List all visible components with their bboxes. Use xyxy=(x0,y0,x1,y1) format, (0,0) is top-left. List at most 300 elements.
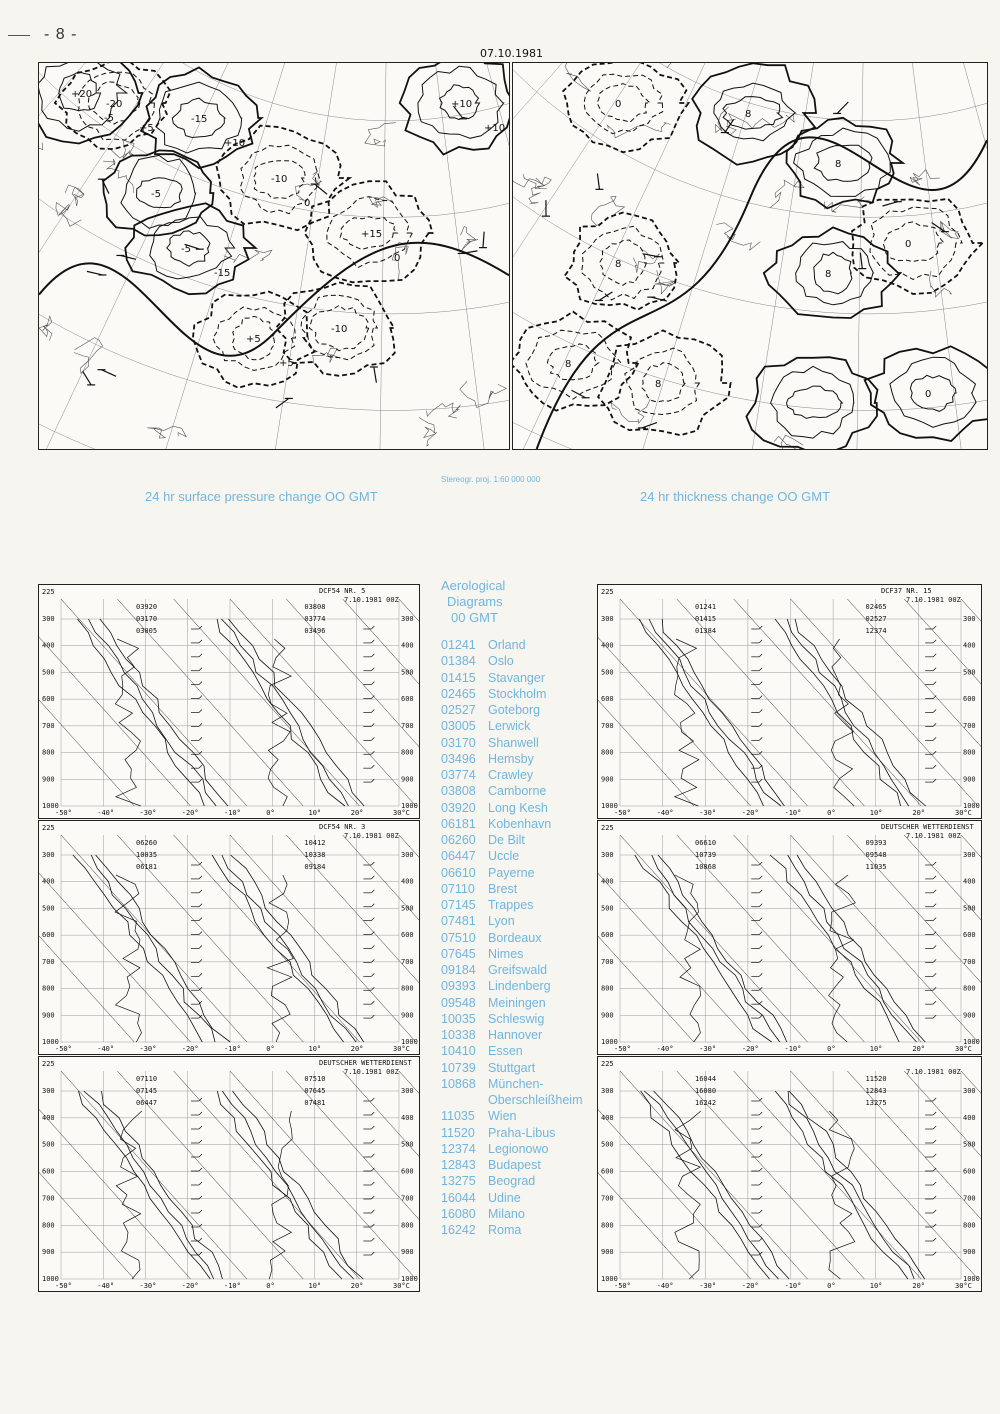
pressure-label-right: 500 xyxy=(963,904,976,913)
wind-barb-flag xyxy=(933,765,936,768)
station-name: Brest xyxy=(488,881,518,896)
temperature-label: 10° xyxy=(869,1045,883,1053)
station-id-b: 09393 xyxy=(865,839,887,847)
station-name: Roma xyxy=(488,1223,522,1237)
isolines xyxy=(39,63,509,388)
station-code: 11035 xyxy=(441,1109,475,1124)
station-id-a: 16080 xyxy=(695,1087,717,1095)
adiabats xyxy=(598,1071,981,1279)
temperature-label: -40° xyxy=(656,1045,674,1053)
diagram-grid xyxy=(61,835,399,1042)
isoline xyxy=(581,226,663,300)
pressure-label: 400 xyxy=(42,1113,55,1122)
pressure-label: 1000 xyxy=(42,1275,59,1283)
station-id-b: 10338 xyxy=(304,851,326,859)
station-name: München- xyxy=(488,1076,544,1091)
station-code: 03774 xyxy=(441,768,476,782)
coastline xyxy=(313,348,341,364)
station-name: Oberschleißheim xyxy=(488,1093,583,1107)
wind-arrow xyxy=(276,398,289,407)
pressure-label-right: 300 xyxy=(401,615,414,623)
pressure-label-right: 800 xyxy=(963,1221,976,1230)
station-name: Stuttgart xyxy=(488,1060,536,1075)
sounding-curves xyxy=(641,1091,925,1279)
wind-barb-flag xyxy=(371,1154,374,1157)
pressure-label-right: 900 xyxy=(401,775,414,784)
isoline xyxy=(642,363,685,402)
station-row xyxy=(441,865,582,881)
wind-barb-flag xyxy=(933,1126,936,1129)
station-id-b: 12374 xyxy=(865,627,887,635)
temperature-profile xyxy=(77,619,204,806)
pressure-label-right: 400 xyxy=(963,641,976,650)
temperature-label: 0° xyxy=(266,1045,275,1053)
temperature-label: -40° xyxy=(656,809,674,817)
wind-arrow xyxy=(725,119,734,132)
station-row xyxy=(441,1206,582,1222)
wind-barb-flag xyxy=(759,1210,762,1213)
station-code: 06447 xyxy=(441,849,476,864)
wind-barb-flag xyxy=(759,668,762,671)
station-row xyxy=(441,783,582,799)
diagram-date: 7.10.1981 00Z xyxy=(906,596,961,604)
aerological-title-line-3: 00 GMT xyxy=(451,610,498,625)
corner-mark xyxy=(8,35,30,36)
station-code: 01415 xyxy=(441,670,476,685)
station-row xyxy=(441,1125,582,1141)
pressure-label: 800 xyxy=(601,1221,614,1230)
station-code: 02527 xyxy=(441,703,476,717)
wind-barb-flag xyxy=(371,710,374,713)
isoline-label: -20 xyxy=(106,99,123,110)
station-id-a: 16242 xyxy=(695,1099,717,1107)
coastline xyxy=(591,196,624,225)
pressure-label-right: 500 xyxy=(963,1140,976,1149)
wind-arrow xyxy=(483,232,484,248)
temperature-profile xyxy=(73,855,202,1042)
isoline xyxy=(890,357,976,427)
isoline-label: 0 xyxy=(905,239,912,250)
pressure-label-right: 1000 xyxy=(963,802,980,810)
wind-barb-flag xyxy=(371,890,374,893)
station-code: 16080 xyxy=(441,1206,476,1221)
station-id-b: 02465 xyxy=(865,603,887,611)
station-name: Uccle xyxy=(488,849,520,864)
pressure-label: 700 xyxy=(42,957,55,966)
isoline xyxy=(870,207,962,279)
pressure-label: 900 xyxy=(42,1011,55,1020)
station-row xyxy=(441,946,582,962)
station-name: Schleswig xyxy=(488,1011,545,1026)
pressure-label: 500 xyxy=(601,1140,614,1149)
meridian-line xyxy=(513,63,869,449)
aerological-diagram-6 xyxy=(597,1056,982,1292)
dry-adiabat xyxy=(598,1071,751,1279)
station-code: 07145 xyxy=(441,898,476,912)
station-row xyxy=(441,1173,582,1189)
pressure-label-right: 800 xyxy=(401,1221,414,1230)
temperature-label: -50° xyxy=(55,1045,72,1053)
adiabats xyxy=(39,599,419,806)
wind-barb-flag xyxy=(933,1238,936,1241)
surface-pressure-caption: 24 hr surface pressure change OO GMT xyxy=(145,489,378,504)
pressure-label: 600 xyxy=(601,1167,614,1176)
pressure-label-right: 900 xyxy=(401,1248,414,1257)
wind-barb-flag xyxy=(759,710,762,713)
station-row xyxy=(441,1060,582,1076)
wind-barbs xyxy=(751,862,936,1018)
temperature-profile xyxy=(654,1091,790,1279)
wind-barb-flag xyxy=(759,890,762,893)
station-row xyxy=(441,1141,582,1157)
pressure-label: 600 xyxy=(42,931,55,940)
temperature-label: 30°C xyxy=(955,1045,972,1053)
temperature-label: 30°C xyxy=(393,1282,410,1290)
station-name: Camborne xyxy=(488,784,547,799)
dewpoint-profile xyxy=(115,875,141,1042)
pressure-label-right: 300 xyxy=(963,851,976,859)
station-id-b: 11520 xyxy=(865,1075,887,1083)
coastline xyxy=(365,123,396,146)
wind-barb-flag xyxy=(199,654,202,657)
coastline xyxy=(607,123,670,138)
coastline xyxy=(461,227,479,252)
temperature-label: 30°C xyxy=(393,1045,410,1053)
station-id-a: 07110 xyxy=(136,1075,158,1083)
wind-barb-flag xyxy=(933,1154,936,1157)
station-id-a: 01415 xyxy=(695,615,717,623)
station-row xyxy=(441,848,582,864)
pressure-label-right: 600 xyxy=(963,1167,976,1176)
station-row xyxy=(441,767,582,783)
station-id-b: 09184 xyxy=(304,863,326,871)
temperature-label: -20° xyxy=(741,1045,759,1053)
wind-barb-flag xyxy=(759,1168,762,1171)
wind-arrow xyxy=(882,202,897,206)
pressure-label: 900 xyxy=(601,1011,614,1020)
dewpoint-profile xyxy=(267,875,293,1042)
wind-barb-flag xyxy=(199,710,202,713)
station-row xyxy=(441,832,582,848)
temperature-profile xyxy=(635,855,772,1042)
pressure-label: 400 xyxy=(601,641,614,650)
pressure-label-right: 400 xyxy=(401,877,414,886)
diagram-grid xyxy=(61,599,399,806)
station-id-a: 03170 xyxy=(136,615,158,623)
station-id-a: 16044 xyxy=(695,1075,717,1083)
dewpoint-profile xyxy=(269,1111,292,1279)
wind-barb-flag xyxy=(371,696,374,699)
station-id-a: 06610 xyxy=(695,839,717,847)
pressure-label: 400 xyxy=(42,641,55,650)
temperature-profile xyxy=(217,1091,342,1279)
wind-barb-flag xyxy=(371,973,374,976)
pressure-label-right: 300 xyxy=(963,615,976,623)
isoline xyxy=(814,252,852,293)
pressure-label: 900 xyxy=(601,1248,614,1257)
station-row xyxy=(441,751,582,767)
station-name: Beograd xyxy=(488,1174,536,1189)
dry-adiabat xyxy=(598,599,751,806)
wind-barb-flag xyxy=(759,654,762,657)
isoline xyxy=(787,118,903,209)
pressure-label-right: 300 xyxy=(401,1087,414,1095)
wind-barb-flag xyxy=(371,1126,374,1129)
station-row xyxy=(441,1108,582,1124)
station-row xyxy=(441,995,582,1011)
pressure-label-right: 500 xyxy=(401,904,414,913)
wind-arrow xyxy=(374,367,377,383)
diagram-header: DCF54 NR. 3 xyxy=(319,823,366,831)
diagram-date: 7.10.1981 00Z xyxy=(906,1068,961,1076)
temperature-profile xyxy=(233,1091,364,1279)
isoline xyxy=(565,213,680,310)
pressure-label-right: 800 xyxy=(401,748,414,757)
temperature-label: -50° xyxy=(55,809,72,817)
pressure-label: 900 xyxy=(42,775,55,784)
station-code: 06260 xyxy=(441,833,476,847)
station-code: 07510 xyxy=(441,930,476,945)
wind-arrow xyxy=(599,292,613,301)
page-number: - 8 - xyxy=(44,26,78,43)
isoline-label: -5 xyxy=(104,113,114,124)
station-name: Kobenhavn xyxy=(488,816,552,831)
pressure-label-right: 400 xyxy=(963,1113,976,1122)
station-code: 01384 xyxy=(441,654,476,669)
diagram-date: 7.10.1981 00Z xyxy=(344,1068,399,1076)
wind-arrow xyxy=(860,253,862,269)
station-name: Stavanger xyxy=(488,670,545,685)
temperature-label: -30° xyxy=(699,1045,717,1053)
pressure-label-right: 900 xyxy=(963,1011,976,1020)
pressure-label: 600 xyxy=(601,695,614,704)
station-row xyxy=(441,1011,582,1027)
wind-barb-flag xyxy=(933,876,936,879)
isoline xyxy=(910,375,956,411)
station-id-a: 06260 xyxy=(136,839,158,847)
station-code: 12843 xyxy=(441,1158,476,1172)
diagram-date: 7.10.1981 00Z xyxy=(344,596,399,604)
wind-barb-flag xyxy=(371,1210,374,1213)
isoline-label: +5 xyxy=(246,334,261,345)
temperature-label: 20° xyxy=(350,1282,364,1290)
pressure-label-right: 400 xyxy=(401,641,414,650)
isoline-label: 8 xyxy=(565,359,572,370)
station-code: 11520 xyxy=(441,1125,475,1140)
station-code: 12374 xyxy=(441,1141,476,1156)
temperature-label: -30° xyxy=(699,1282,717,1290)
station-id-a: 07145 xyxy=(136,1087,158,1095)
wind-barb-flag xyxy=(759,640,762,643)
pressure-label-right: 800 xyxy=(963,748,976,757)
wind-arrow xyxy=(101,370,116,377)
pressure-label: 800 xyxy=(601,984,614,993)
temperature-profile xyxy=(788,855,917,1042)
coastline xyxy=(56,203,81,227)
wind-barb-flag xyxy=(933,1210,936,1213)
wind-barb-flag xyxy=(933,946,936,949)
pressure-label: 700 xyxy=(42,1194,55,1203)
map-graticule xyxy=(513,63,987,449)
station-code: 16044 xyxy=(441,1190,476,1205)
station-row xyxy=(441,962,582,978)
wind-barb-flag xyxy=(371,1112,374,1115)
station-code: 10410 xyxy=(441,1044,476,1059)
surface-pressure-change-map xyxy=(38,62,510,450)
pressure-label-right: 600 xyxy=(963,695,976,704)
temperature-label: -50° xyxy=(614,1045,631,1053)
coastline xyxy=(825,197,870,213)
station-id-b: 12843 xyxy=(865,1087,887,1095)
diagram-header: DCF54 NR. 5 xyxy=(319,587,366,595)
dewpoint-profile xyxy=(675,639,699,806)
temperature-profile xyxy=(658,855,787,1042)
wind-arrow xyxy=(83,371,92,385)
pressure-label: 600 xyxy=(42,1167,55,1176)
temperature-label: -40° xyxy=(97,809,115,817)
station-code: 07110 xyxy=(441,881,475,896)
station-name: Meiningen xyxy=(488,995,546,1010)
station-id-b: 03496 xyxy=(304,627,326,635)
wind-barb-flag xyxy=(371,668,374,671)
aerological-diagram-3 xyxy=(38,820,420,1055)
station-id-a: 10739 xyxy=(695,851,717,859)
isoline xyxy=(598,330,731,435)
thickness-caption: 24 hr thickness change OO GMT xyxy=(640,489,831,504)
temperature-label: 30°C xyxy=(955,1282,972,1290)
station-code: 07481 xyxy=(441,914,476,929)
aerological-title xyxy=(441,578,505,626)
station-code: 03005 xyxy=(441,719,476,734)
pressure-label-right: 800 xyxy=(963,984,976,993)
temperature-label: 20° xyxy=(912,1282,926,1290)
temperature-label: -20° xyxy=(181,1282,199,1290)
temperature-label: -20° xyxy=(181,809,199,817)
temperature-profile xyxy=(795,619,926,806)
pressure-label-right: 500 xyxy=(401,668,414,677)
wind-barb-flag xyxy=(199,765,202,768)
isoline-label: -15 xyxy=(214,268,231,279)
station-name: Lyon xyxy=(488,914,515,929)
temperature-profile xyxy=(775,1091,908,1279)
temperature-profile xyxy=(102,1091,223,1279)
wind-arrows xyxy=(542,102,949,428)
wind-barb-flag xyxy=(199,932,202,935)
wind-barb-flag xyxy=(371,1001,374,1004)
pressure-label: 700 xyxy=(601,1194,614,1203)
wind-barb-flag xyxy=(371,765,374,768)
station-id-b: 07510 xyxy=(304,1075,326,1083)
station-code: 07645 xyxy=(441,946,476,961)
temperature-label: -50° xyxy=(614,1282,631,1290)
isoline xyxy=(692,63,816,165)
temperature-profile xyxy=(79,1091,211,1279)
temperature-profile xyxy=(652,855,780,1042)
top-pressure: 225 xyxy=(601,1060,614,1068)
wind-barb-flag xyxy=(933,1098,936,1101)
wind-barb-flag xyxy=(371,1098,374,1101)
wind-barb-flag xyxy=(199,1112,202,1115)
temperature-profile xyxy=(662,619,784,806)
station-row xyxy=(441,930,582,946)
coastline xyxy=(611,399,650,423)
station-list xyxy=(441,637,582,1238)
pressure-label: 500 xyxy=(42,1140,55,1149)
coastline xyxy=(529,177,551,204)
coastline xyxy=(659,63,686,68)
station-name: Lerwick xyxy=(488,719,531,734)
wind-barb-flag xyxy=(933,1140,936,1143)
wind-barb-flag xyxy=(199,1154,202,1157)
coastline xyxy=(74,338,103,374)
meridian-line xyxy=(513,63,869,449)
pressure-label: 400 xyxy=(601,1113,614,1122)
wind-barb-flag xyxy=(199,1126,202,1129)
meridian-line xyxy=(51,63,391,449)
station-id-b: 03774 xyxy=(304,615,326,623)
dry-adiabat xyxy=(39,835,191,1042)
isoline xyxy=(852,199,983,294)
aerological-title-line-2: Diagrams xyxy=(447,594,503,609)
station-code: 10868 xyxy=(441,1076,476,1091)
temperature-label: -40° xyxy=(97,1045,115,1053)
isoline-label: +10 xyxy=(451,99,473,110)
station-row xyxy=(441,637,582,653)
temperature-label: 30°C xyxy=(955,809,972,817)
isoline xyxy=(526,330,621,399)
temperature-profile xyxy=(797,855,925,1042)
pressure-label: 1000 xyxy=(601,802,618,810)
temperature-label: 30°C xyxy=(393,809,410,817)
pressure-label-right: 600 xyxy=(401,1167,414,1176)
dry-adiabat xyxy=(598,835,751,1042)
meridian-line xyxy=(513,63,869,449)
station-name: Bordeaux xyxy=(488,930,542,945)
wind-barb-flag xyxy=(199,904,202,907)
pressure-label-right: 900 xyxy=(401,1011,414,1020)
pressure-label-right: 1000 xyxy=(401,802,418,810)
temperature-label: 10° xyxy=(308,809,322,817)
isoline xyxy=(625,348,700,414)
meridian-line xyxy=(39,63,392,449)
wind-barb-flag xyxy=(371,862,374,865)
wind-barb-flag xyxy=(759,696,762,699)
wind-arrow xyxy=(837,102,848,113)
pressure-label: 400 xyxy=(601,877,614,886)
pressure-label: 800 xyxy=(42,984,55,993)
isoline-label: +10 xyxy=(484,123,506,134)
wind-barb-flag xyxy=(759,1182,762,1185)
top-pressure: 225 xyxy=(42,588,55,596)
temperature-label: -30° xyxy=(699,809,717,817)
station-row xyxy=(441,816,582,832)
wind-barbs xyxy=(191,1098,374,1255)
wind-barb-flag xyxy=(371,1168,374,1171)
isoline xyxy=(599,240,646,285)
wind-barb-flag xyxy=(371,1238,374,1241)
isoline-label: 8 xyxy=(835,159,842,170)
station-code: 03808 xyxy=(441,784,476,799)
wind-barb-flag xyxy=(199,737,202,740)
temperature-label: 10° xyxy=(869,809,883,817)
wind-barb-flag xyxy=(933,904,936,907)
station-row xyxy=(441,735,582,751)
temperature-label: 20° xyxy=(912,1045,926,1053)
wind-barb-flag xyxy=(199,696,202,699)
wind-barb-flag xyxy=(759,932,762,935)
isoline-label: -15 xyxy=(191,114,208,125)
adiabats xyxy=(598,599,981,806)
